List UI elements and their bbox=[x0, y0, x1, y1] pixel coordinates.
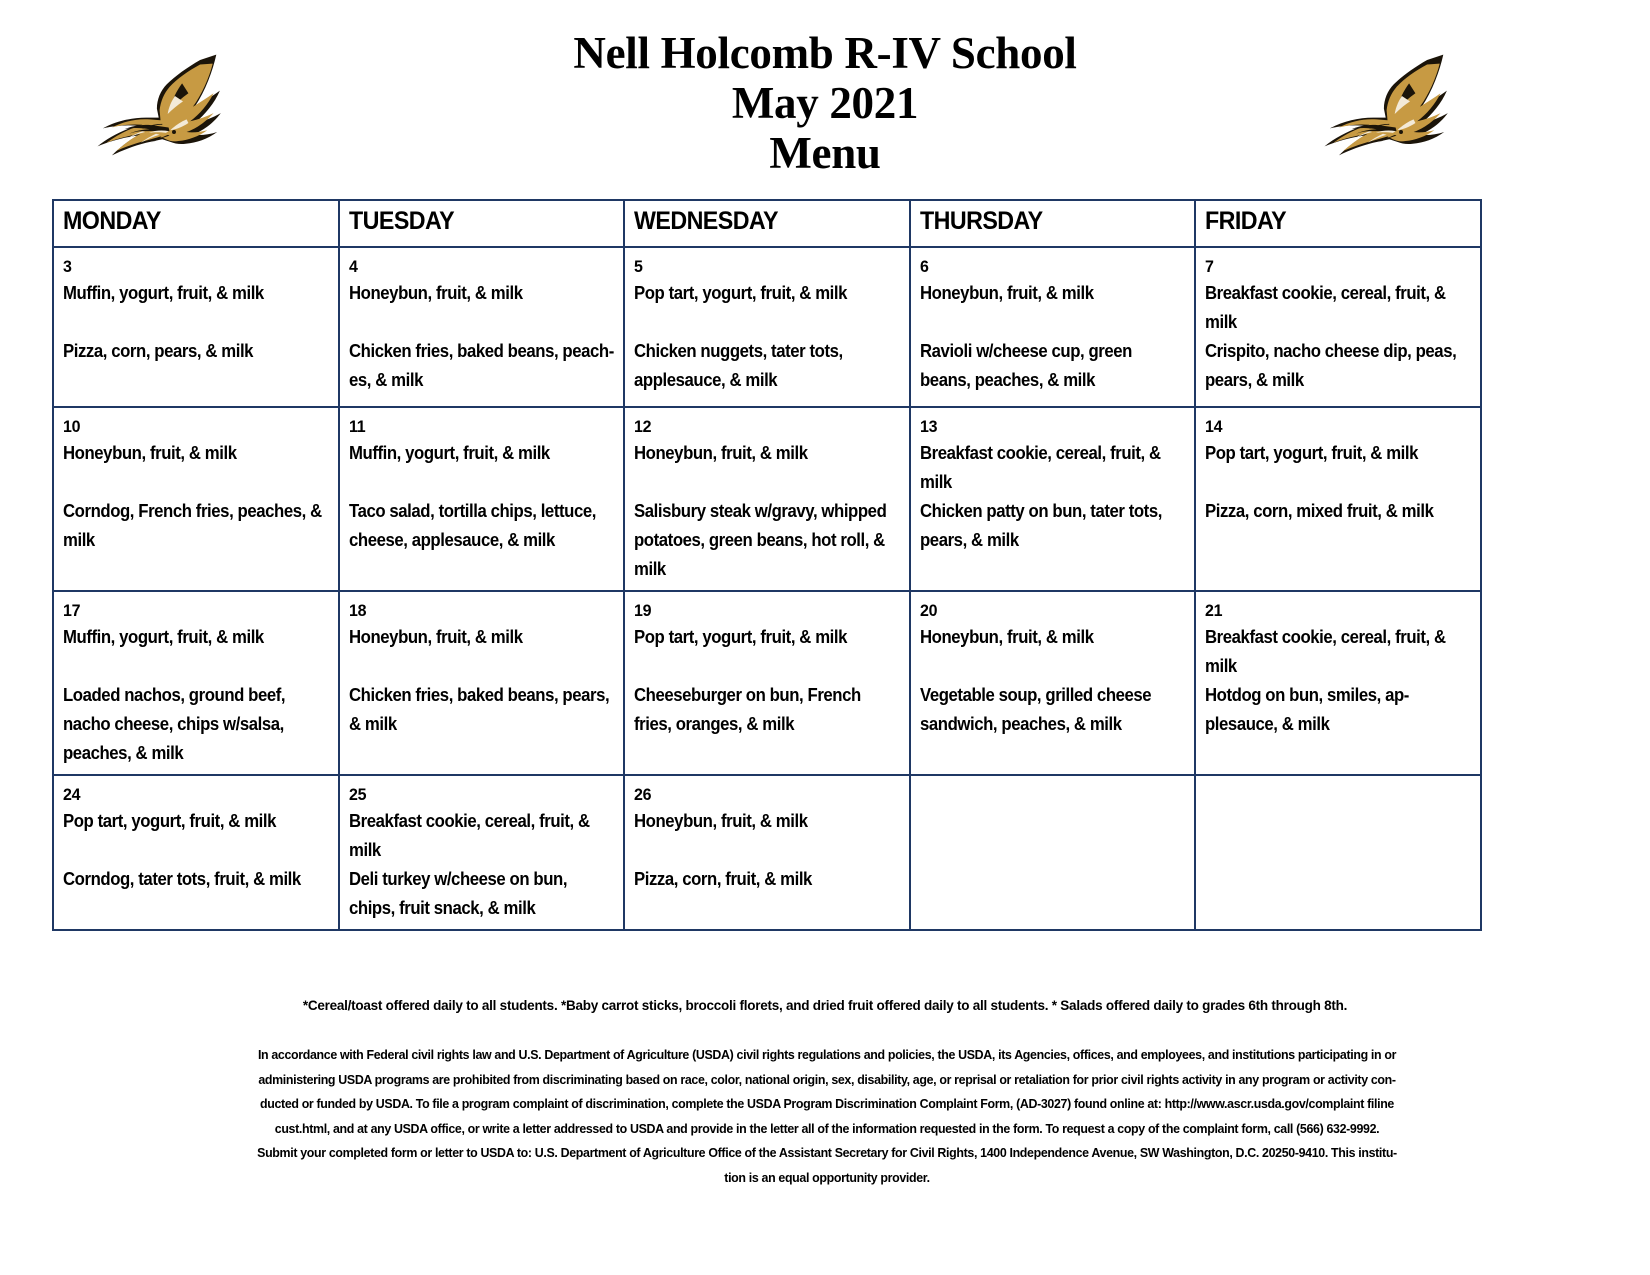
day-cell bbox=[1195, 247, 1481, 407]
breakfast-text: Pop tart, yogurt, fruit, & milk bbox=[634, 283, 848, 303]
day-number: 20 bbox=[919, 601, 937, 620]
day-number: 25 bbox=[348, 785, 366, 804]
day-cell bbox=[53, 407, 339, 591]
breakfast-text: Breakfast cookie, cereal, fruit, & milk bbox=[919, 443, 1161, 492]
day-cell bbox=[53, 775, 339, 930]
usda-line: administering USDA programs are prohibited from discriminating based on race, color, national origin, sex, disability, age, or reprisal or retaliation for prior civil rights activity in any program or activity con- bbox=[258, 1072, 1396, 1087]
column-header-tuesday: TUESDAY bbox=[339, 200, 625, 247]
lunch-text: Taco salad, tortilla chips, lettuce, cheese, applesauce, & milk bbox=[348, 501, 596, 550]
breakfast-text: Pop tart, yogurt, fruit, & milk bbox=[1205, 443, 1419, 463]
menu-calendar bbox=[52, 199, 1482, 931]
breakfast-text: Honeybun, fruit, & milk bbox=[634, 811, 808, 831]
lunch-text: Salisbury steak w/gravy, whipped potatoes, green beans, hot roll, & milk bbox=[634, 501, 887, 579]
lunch-text: Deli turkey w/cheese on bun, chips, fruit snack, & milk bbox=[348, 869, 567, 918]
usda-nondiscrimination-statement bbox=[96, 1043, 1558, 1190]
day-number: 21 bbox=[1205, 601, 1223, 620]
day-number: 5 bbox=[634, 257, 643, 276]
day-cell bbox=[339, 407, 625, 591]
lunch-text: Crispito, nacho cheese dip, peas, pears, & milk bbox=[1205, 341, 1457, 390]
breakfast-text: Honeybun, fruit, & milk bbox=[919, 627, 1094, 647]
breakfast-text: Breakfast cookie, cereal, fruit, & milk bbox=[1205, 627, 1447, 676]
breakfast-text: Honeybun, fruit, & milk bbox=[63, 443, 237, 463]
day-number: 17 bbox=[63, 601, 81, 620]
lunch-text: Corndog, tater tots, fruit, & milk bbox=[63, 869, 301, 889]
day-number: 11 bbox=[348, 417, 365, 436]
lunch-text: Ravioli w/cheese cup, green beans, peaches, & milk bbox=[919, 341, 1132, 390]
lunch-text: Chicken nuggets, tater tots, applesauce, & milk bbox=[634, 341, 843, 390]
lunch-text: Pizza, corn, mixed fruit, & milk bbox=[1205, 501, 1434, 521]
usda-line: tion is an equal opportunity provider. bbox=[724, 1170, 930, 1185]
day-number: 10 bbox=[63, 417, 81, 436]
day-number: 14 bbox=[1205, 417, 1223, 436]
column-header-thursday: THURSDAY bbox=[910, 200, 1196, 247]
breakfast-text: Honeybun, fruit, & milk bbox=[919, 283, 1094, 303]
day-number: 18 bbox=[348, 601, 366, 620]
calendar-week-row bbox=[53, 247, 1481, 407]
month-year: May 2021 bbox=[731, 78, 919, 128]
lunch-text: Chicken fries, baked beans, peach-es, & milk bbox=[348, 341, 614, 390]
day-cell bbox=[53, 591, 339, 775]
usda-line: Submit your completed form or letter to USDA to: U.S. Department of Agriculture Office of the Assistant Secretary for Civil Rights, 1400 Independence Avenue, SW Washington, D.C. 20250-9410. This institu- bbox=[257, 1146, 1397, 1160]
document-type: Menu bbox=[769, 128, 881, 178]
day-number: 24 bbox=[63, 785, 81, 804]
page-header bbox=[0, 0, 1650, 190]
column-header-monday: MONDAY bbox=[53, 200, 339, 247]
day-number: 4 bbox=[348, 257, 358, 276]
day-cell-empty bbox=[910, 775, 1196, 930]
day-cell bbox=[339, 591, 625, 775]
calendar-week-row bbox=[53, 591, 1481, 775]
day-cell bbox=[53, 247, 339, 407]
column-header-friday: FRIDAY bbox=[1195, 200, 1481, 247]
day-cell bbox=[910, 247, 1196, 407]
breakfast-text: Muffin, yogurt, fruit, & milk bbox=[348, 443, 550, 463]
day-cell bbox=[624, 247, 910, 407]
breakfast-text: Honeybun, fruit, & milk bbox=[634, 443, 808, 463]
breakfast-text: Breakfast cookie, cereal, fruit, & milk bbox=[1205, 283, 1447, 332]
day-cell bbox=[624, 407, 910, 591]
lunch-text: Hotdog on bun, smiles, ap-plesauce, & milk bbox=[1205, 685, 1410, 734]
day-number: 7 bbox=[1205, 257, 1214, 276]
lunch-text: Pizza, corn, pears, & milk bbox=[63, 341, 254, 361]
breakfast-text: Breakfast cookie, cereal, fruit, & milk bbox=[348, 811, 590, 860]
breakfast-text: Honeybun, fruit, & milk bbox=[348, 627, 523, 647]
lunch-text: Chicken fries, baked beans, pears, & milk bbox=[348, 685, 609, 734]
usda-line: ducted or funded by USDA. To file a program complaint of discrimination, complete the USDA Program Discrimination Complaint Form, (AD-3027) found online at: http://www.ascr.usda.gov/complaint filine bbox=[260, 1097, 1394, 1111]
breakfast-text: Muffin, yogurt, fruit, & milk bbox=[63, 627, 264, 647]
calendar-week-row bbox=[53, 775, 1481, 930]
breakfast-text: Muffin, yogurt, fruit, & milk bbox=[63, 283, 264, 303]
day-number: 26 bbox=[634, 785, 652, 804]
breakfast-text: Pop tart, yogurt, fruit, & milk bbox=[634, 627, 848, 647]
eagle-logo-right bbox=[1305, 42, 1470, 177]
day-cell bbox=[1195, 407, 1481, 591]
school-name: Nell Holcomb R-IV School bbox=[573, 28, 1077, 78]
lunch-text: Vegetable soup, grilled cheese sandwich, peaches, & milk bbox=[919, 685, 1151, 734]
calendar-week-row bbox=[53, 407, 1481, 591]
usda-line: cust.html, and at any USDA office, or write a letter addressed to USDA and provide in the letter all of the information requested in the form. To request a copy of the complaint form, call (566) 632-9992. bbox=[274, 1121, 1380, 1136]
day-number: 3 bbox=[63, 257, 72, 276]
day-cell bbox=[339, 775, 625, 930]
day-cell bbox=[910, 407, 1196, 591]
day-cell-empty bbox=[1195, 775, 1481, 930]
day-cell bbox=[624, 775, 910, 930]
day-number: 6 bbox=[919, 257, 929, 276]
calendar-header-row bbox=[53, 200, 1481, 247]
lunch-text: Cheeseburger on bun, French fries, oranges, & milk bbox=[634, 685, 862, 734]
breakfast-text: Honeybun, fruit, & milk bbox=[348, 283, 523, 303]
day-number: 12 bbox=[634, 417, 652, 436]
daily-offerings-note: *Cereal/toast offered daily to all students. *Baby carrot sticks, broccoli florets, and dried fruit offered daily to all students. * Salads offered daily to grades 6th through 8th. bbox=[302, 998, 1348, 1013]
day-number: 13 bbox=[919, 417, 937, 436]
day-number: 19 bbox=[634, 601, 652, 620]
lunch-text: Corndog, French fries, peaches, & milk bbox=[63, 501, 322, 550]
breakfast-text: Pop tart, yogurt, fruit, & milk bbox=[63, 811, 277, 831]
lunch-text: Pizza, corn, fruit, & milk bbox=[634, 869, 813, 889]
day-cell bbox=[339, 247, 625, 407]
usda-line: In accordance with Federal civil rights law and U.S. Department of Agriculture (USDA) civil rights regulations and policies, the USDA, its Agencies, offices, and employees, and institutions participating in or bbox=[257, 1048, 1397, 1062]
lunch-text: Chicken patty on bun, tater tots, pears, & milk bbox=[919, 501, 1162, 550]
column-header-wednesday: WEDNESDAY bbox=[624, 200, 910, 247]
lunch-text: Loaded nachos, ground beef, nacho cheese, chips w/salsa, peaches, & milk bbox=[63, 685, 286, 763]
day-cell bbox=[1195, 591, 1481, 775]
day-cell bbox=[910, 591, 1196, 775]
day-cell bbox=[624, 591, 910, 775]
